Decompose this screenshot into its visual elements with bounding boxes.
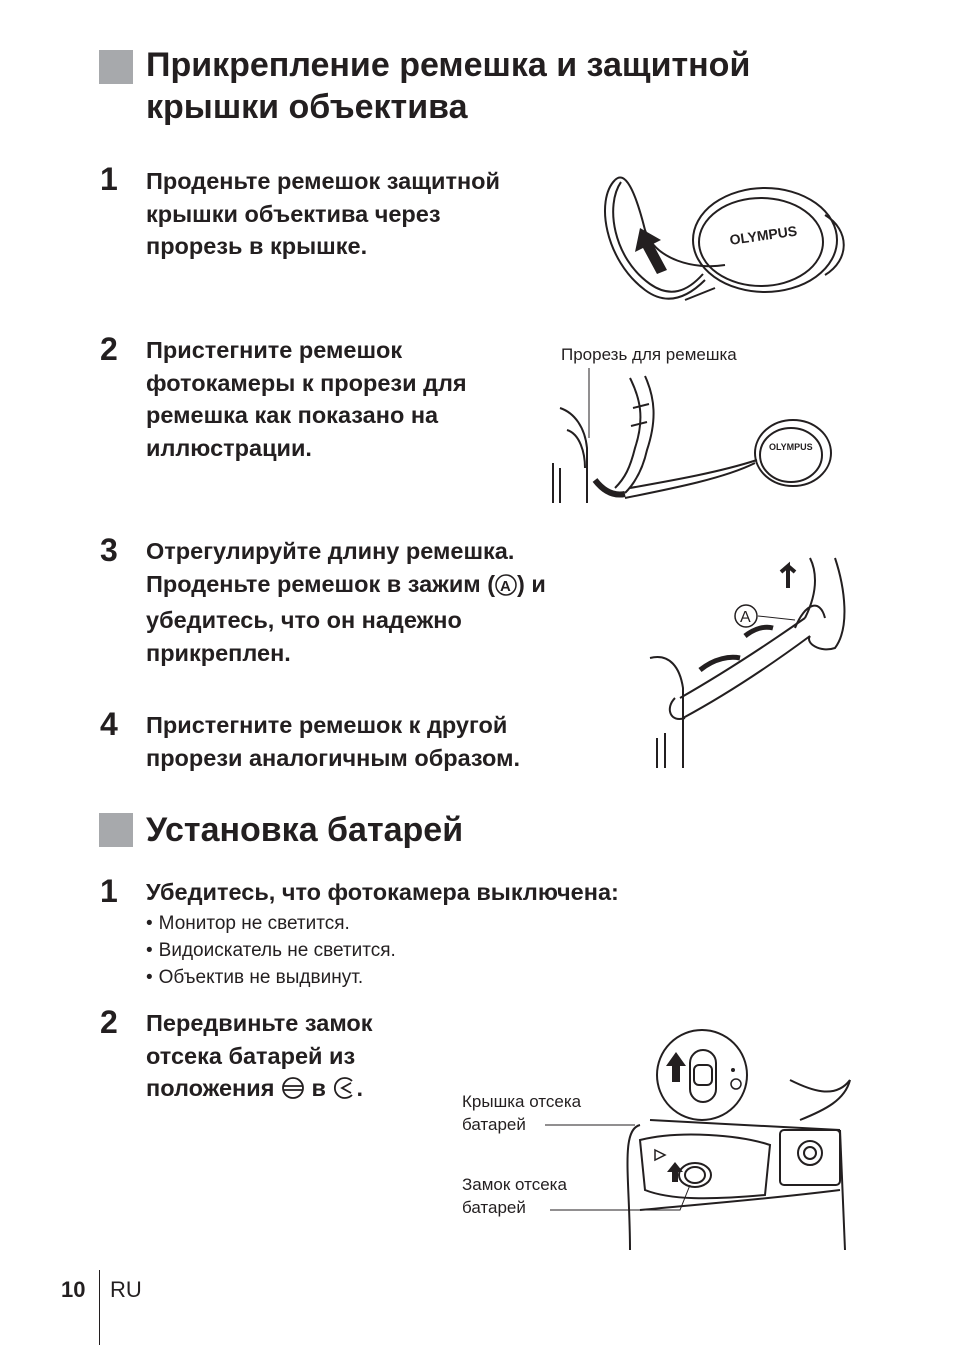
step-number: 3 xyxy=(100,532,118,568)
camera-strap-illustration xyxy=(545,368,845,503)
step-text: Пристегните ремешок фотокамеры к прорези для ремешка как показано на иллюстрации. xyxy=(146,337,467,461)
lock-open-icon xyxy=(332,1076,356,1109)
bullet-item: • Объектив не выдвинут. xyxy=(146,964,363,991)
footer-divider xyxy=(99,1270,100,1345)
section-marker-square xyxy=(99,813,133,847)
language-code: RU xyxy=(110,1277,142,1302)
small-lens-cap-logo: OLYMPUS xyxy=(769,442,813,452)
page-number: 10 xyxy=(61,1277,86,1302)
section-marker-square xyxy=(99,50,133,84)
step-number: 4 xyxy=(100,706,118,742)
clamp-a-callout: A xyxy=(740,609,751,626)
step-text: Убедитесь, что фотокамера выключена: xyxy=(146,879,619,905)
bullet-item: • Монитор не светится. xyxy=(146,910,350,937)
lens-cap-strap-illustration xyxy=(585,170,855,330)
battery-cover-callout: Крышка отсека батарей xyxy=(462,1092,582,1134)
lock-closed-icon xyxy=(281,1076,305,1109)
step-number: 2 xyxy=(100,331,118,367)
battery-lock-callout: Замок отсека батарей xyxy=(462,1175,567,1217)
strap-slot-callout: Прорезь для ремешка xyxy=(561,345,737,364)
step-number: 1 xyxy=(100,161,118,197)
section-title-strap xyxy=(146,44,750,128)
step-text: Передвиньте замок отсека батарей из положения в . xyxy=(146,1007,373,1109)
step-text: Пристегните ремешок к другой прорези аналогичным образом. xyxy=(146,712,520,771)
lens-cap-logo: OLYMPUS xyxy=(728,222,799,248)
battery-compartment-illustration xyxy=(540,1020,855,1260)
section-title-battery: Установка батарей xyxy=(146,811,464,849)
step-text: Проденьте ремешок защитной крышки объектива через прорезь в крышке. xyxy=(146,168,500,259)
strap-clamp-illustration xyxy=(645,558,860,768)
clamp-a-symbol xyxy=(495,572,517,605)
svg-text:A: A xyxy=(500,577,511,595)
step-number: 1 xyxy=(100,873,118,909)
step-number: 2 xyxy=(100,1004,118,1040)
section-title-line: Прикрепление ремешка и защитной xyxy=(146,46,751,84)
bullet-item: • Видоискатель не светится. xyxy=(146,937,396,964)
section-title-line: крышки объектива xyxy=(146,88,468,126)
step-text: Отрегулируйте длину ремешка. Проденьте ремешок в зажим ( A ) и убедитесь, что он надежно прикреплен. xyxy=(146,538,546,666)
